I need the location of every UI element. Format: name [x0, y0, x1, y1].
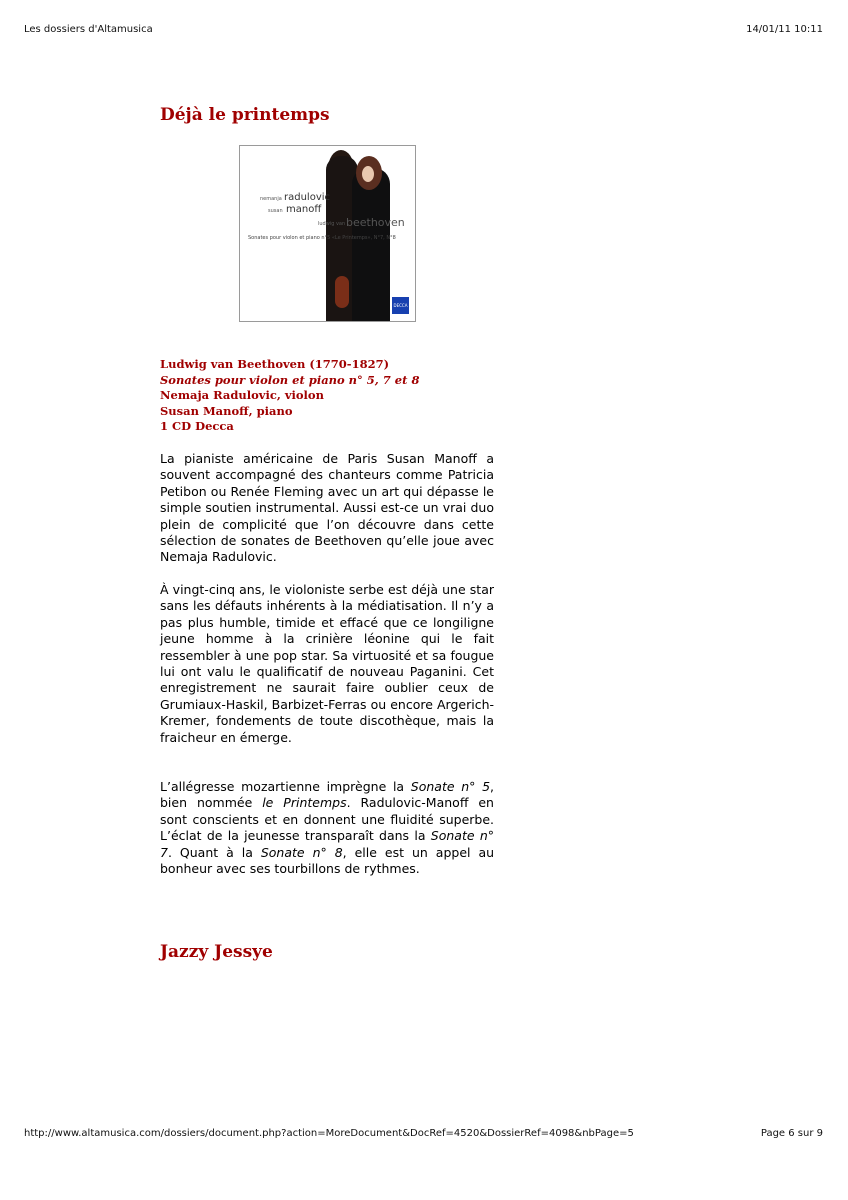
- credit-label: 1 CD Decca: [160, 419, 234, 433]
- album-credits: [160, 357, 500, 435]
- credit-pianist: Susan Manoff, piano: [160, 403, 293, 418]
- cover-text: nemanja: [260, 196, 282, 202]
- cover-text: beethoven: [346, 216, 405, 229]
- cover-text: manoff: [286, 204, 322, 215]
- text-run: , bien nommée: [160, 779, 495, 811]
- print-header-datetime: 14/01/11 10:11: [746, 24, 823, 35]
- credit-work: Sonates pour violon et piano n° 5, 7 et 8: [160, 372, 420, 387]
- credit-violinist: Nemaja Radulovic, violon: [160, 388, 324, 402]
- article-title: Déjà le printemps: [160, 105, 330, 125]
- review-paragraph: La pianiste américaine de Paris Susan Manoff a souvent accompagné des chanteurs comme Patricia Petibon ou Renée Fleming avec un art qui dépasse le simple soutien instrumental. Aussi est-ce un vrai duo plein de complicité que l’on découvre dans cette sélection de sonates de Beethoven qu’elle joue avec Nemaja Radulovic.: [160, 451, 494, 565]
- decca-logo: DECCA: [392, 297, 409, 314]
- album-cover-image: [239, 145, 416, 322]
- cover-figure-pianist: [352, 168, 390, 322]
- credit-composer: Ludwig van Beethoven (1770-1827): [160, 357, 390, 371]
- cover-text: Sonates pour violon et piano n°5 «Le Printemps», N°7, N°8: [248, 235, 396, 241]
- cover-figure-pianist-face: [362, 166, 374, 182]
- review-paragraph: À vingt-cinq ans, le violoniste serbe est déjà une star sans les défauts inhérents à la médiatisation. Il n’y a pas plus humble, timide et effacé que ce longiligne jeune homme à la crinière léonine qui le fait ressembler à une pop star. Sa virtuosité et sa fougue lui ont valu le qualificatif de nouveau Paganini. Cet enregistrement ne saurait faire oublier ceux de Grumiaux-Haskil, Barbizet-Ferras ou encore Argerich-Kremer, fondements de toute discothèque, mais la fraicheur en émerge.: [160, 582, 494, 745]
- text-run: . Radulovic-Manoff en sont conscients et en donnent une fluidité superbe. L’éclat de la jeunesse transparaît dans la: [160, 795, 494, 844]
- text-run: , elle est un appel au bonheur avec ses tourbillons de rythmes.: [160, 844, 495, 877]
- cover-text: susan: [268, 208, 283, 214]
- review-paragraph: [160, 779, 494, 877]
- print-header-site-title: Les dossiers d'Altamusica: [24, 24, 153, 35]
- print-footer-url: http://www.altamusica.com/dossiers/document.php?action=MoreDocument&DocRef=4520&DossierRef=4098&nbPage=5: [24, 1128, 634, 1139]
- text-run: . Quant à la: [167, 844, 261, 860]
- article-title: Jazzy Jessye: [160, 942, 273, 962]
- work-title: Sonate n° 8: [260, 844, 343, 860]
- cover-text: radulovic: [284, 192, 331, 203]
- work-title: le Printemps: [262, 795, 347, 811]
- cover-text: ludwig van: [318, 221, 346, 227]
- text-run: L’allégresse mozartienne imprègne la: [160, 779, 411, 794]
- print-footer-page-number: Page 6 sur 9: [760, 1128, 823, 1139]
- work-title: Sonate n° 5: [410, 779, 491, 794]
- violin-icon: [335, 276, 349, 308]
- work-title: Sonate n° 7: [160, 828, 494, 860]
